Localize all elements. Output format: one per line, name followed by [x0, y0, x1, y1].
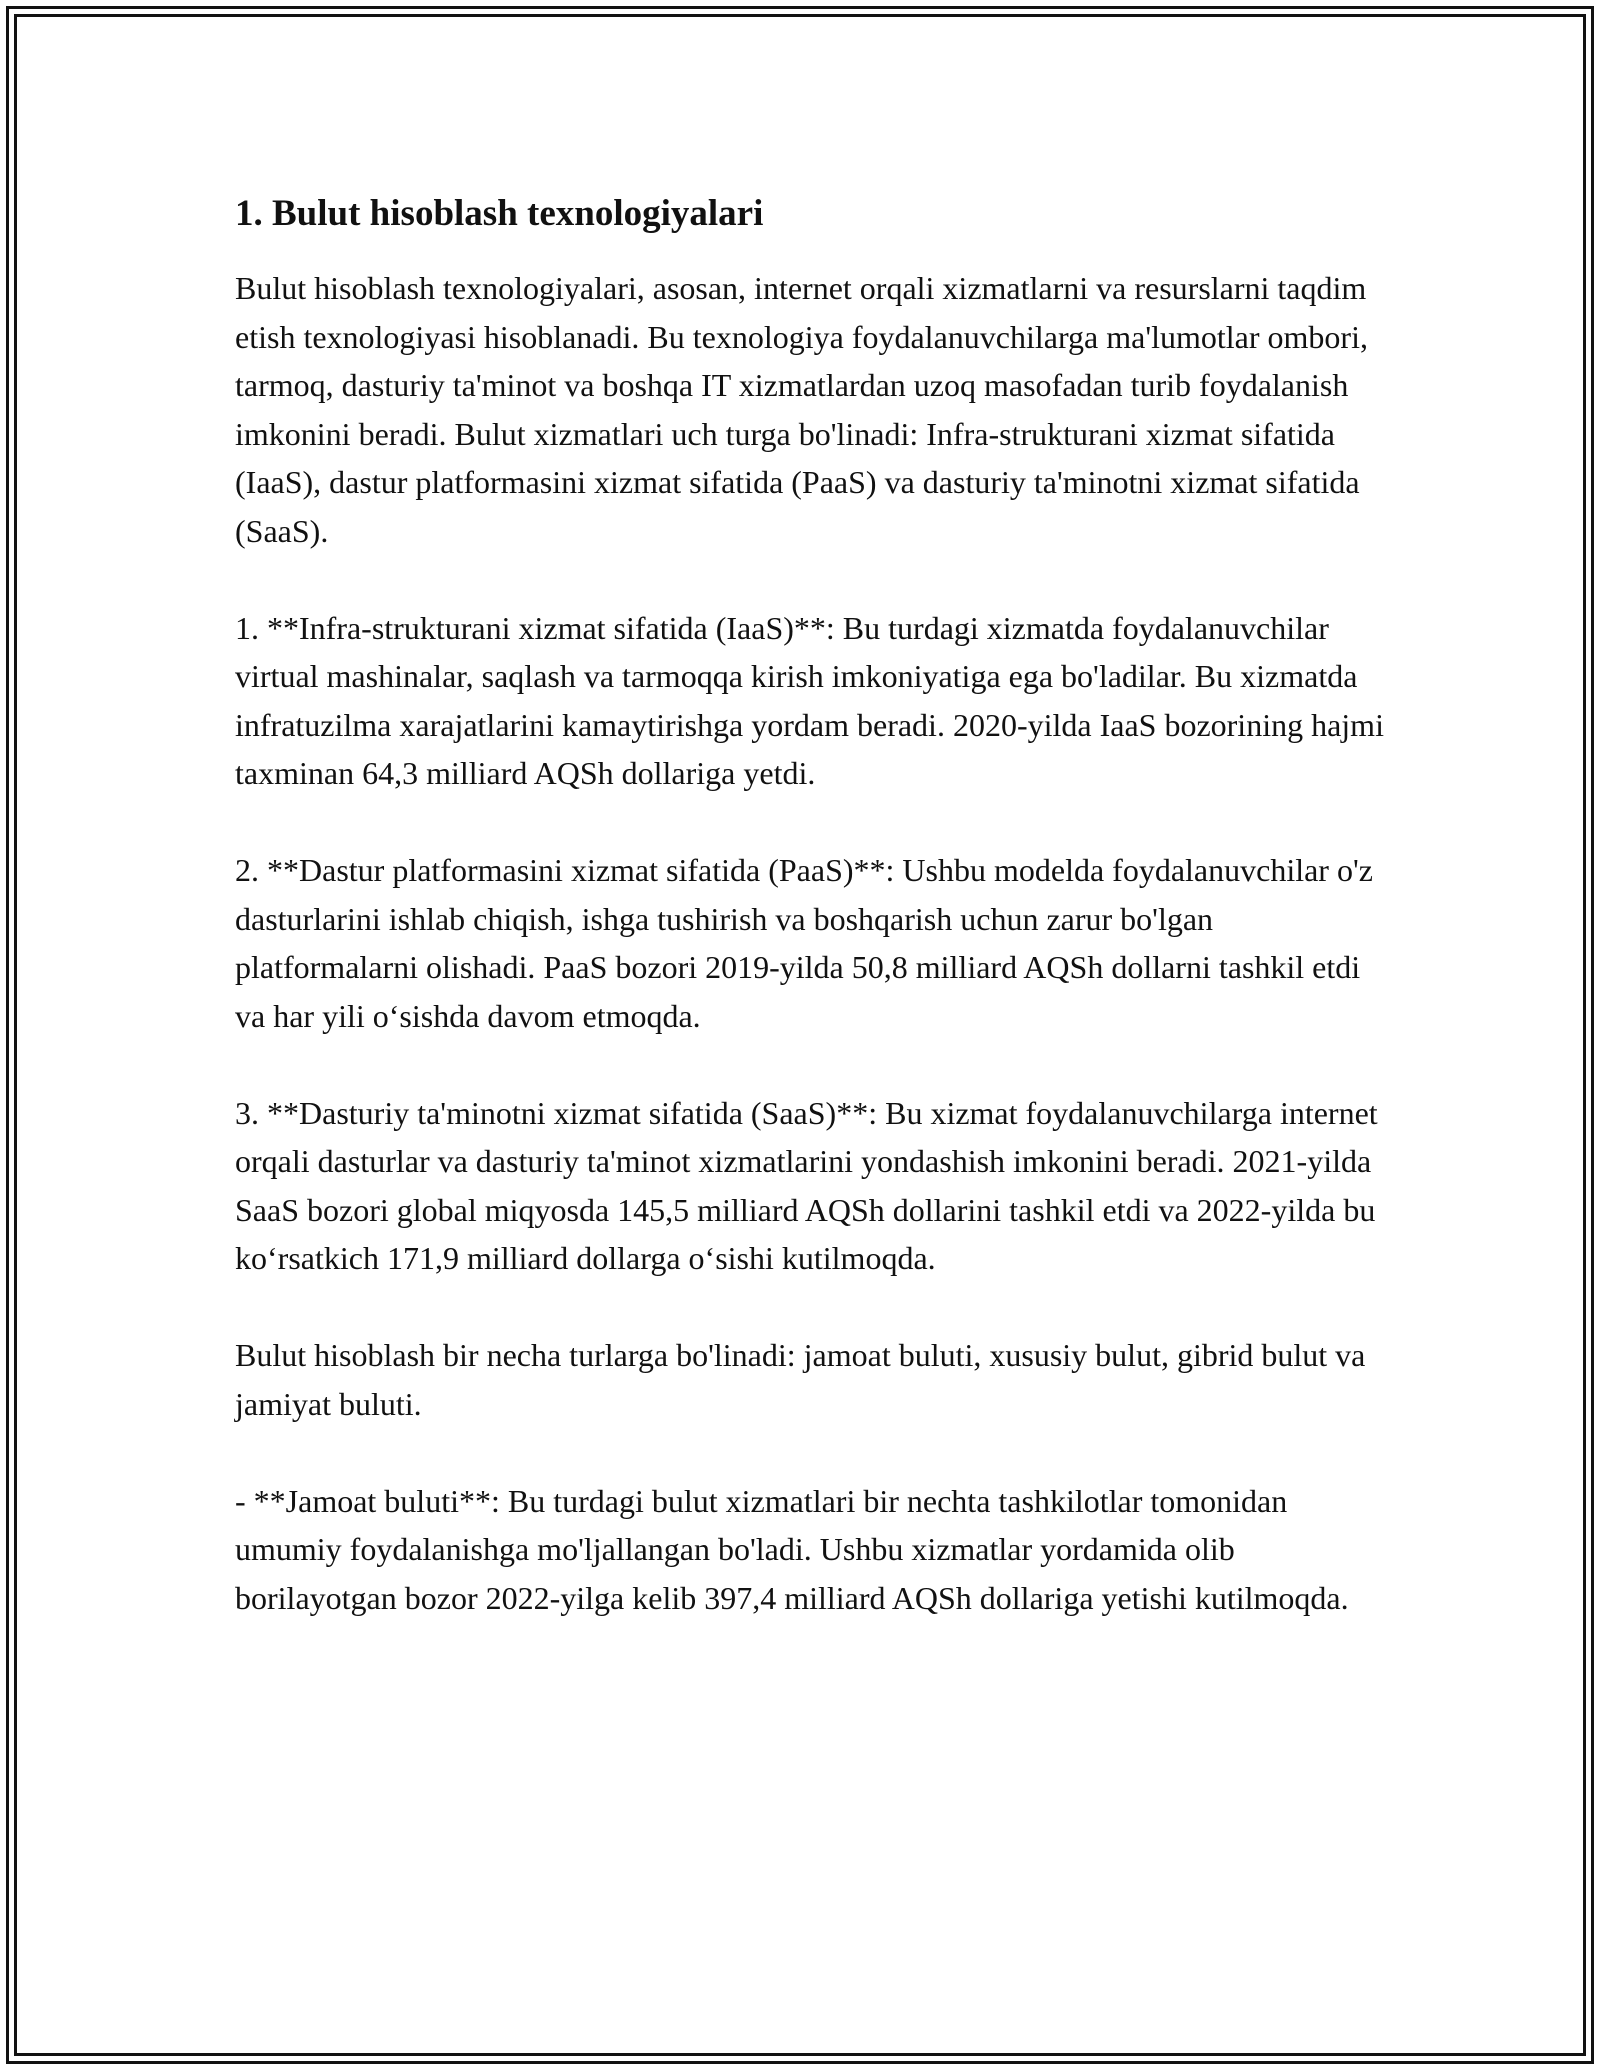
- paragraph-saas: 3. **Dasturiy ta'minotni xizmat sifatida (SaaS)**: Bu xizmat foydalanuvchilarga internet orqali dasturlar va dasturiy ta'minot xizmatlarini yondashish imkonini beradi. 2021-yilda SaaS bozori global miqyosda 145,5 milliard AQSh dollarini tashkil etdi va 2022-yilda bu ko‘rsatkich 171,9 milliard dollarga o‘sishi kutilmoqda.: [235, 1094, 1378, 1276]
- document-body: [235, 186, 1385, 1671]
- document-title: 1. Bulut hisoblash texnologiyalari: [235, 193, 764, 234]
- paragraph-cloud-types: Bulut hisoblash bir necha turlarga bo'linadi: jamoat buluti, xususiy bulut, gibrid bulut va jamiyat buluti.: [235, 1337, 1366, 1422]
- paragraph-iaas: 1. **Infra-strukturani xizmat sifatida (IaaS)**: Bu turdagi xizmatda foydalanuvchilar virtual mashinalar, saqlash va tarmoqqa kirish imkoniyatiga ega bo'ladilar. Bu xizmatda infratuzilma xarajatlarini kamaytirishga yordam beradi. 2020-yilda IaaS bozorining hajmi taxminan 64,3 milliard AQSh dollariga yetdi.: [235, 609, 1384, 791]
- paragraph-public-cloud: - **Jamoat buluti**: Bu turdagi bulut xizmatlari bir nechta tashkilotlar tomonidan umumiy foydalanishga mo'ljallangan bo'ladi. Ushbu xizmatlar yordamida olib borilayotgan bozor 2022-yilga kelib 397,4 milliard AQSh dollariga yetishi kutilmoqda.: [235, 1482, 1349, 1616]
- paragraph-paas: 2. **Dastur platformasini xizmat sifatida (PaaS)**: Ushbu modelda foydalanuvchilar o'z dasturlarini ishlab chiqish, ishga tushirish va boshqarish uchun zarur bo'lgan platformalarni olishadi. PaaS bozori 2019-yilda 50,8 milliard AQSh dollarni tashkil etdi va har yili o‘sishda davom etmoqda.: [235, 852, 1373, 1034]
- paragraph-intro: Bulut hisoblash texnologiyalari, asosan, internet orqali xizmatlarni va resurslarni taqdim etish texnologiyasi hisoblanadi. Bu texnologiya foydalanuvchilarga ma'lumotlar ombori, tarmoq, dasturiy ta'minot va boshqa IT xizmatlardan uzoq masofadan turib foydalanish imkonini beradi. Bulut xizmatlari uch turga bo'linadi: Infra-strukturani xizmat sifatida (IaaS), dastur platformasini xizmat sifatida (PaaS) va dasturiy ta'minotni xizmat sifatida (SaaS).: [235, 270, 1368, 549]
